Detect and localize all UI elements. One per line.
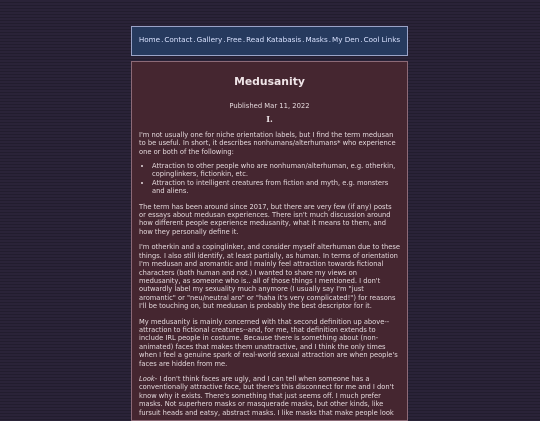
nav-separator: . [360, 35, 363, 44]
nav-my-den-link[interactable]: My Den [332, 35, 360, 44]
paragraph-identity: I'm otherkin and a copinglinker, and consider myself alterhuman due to these things. I also still identify, at least partially, as human. In terms of orientation I'm medusan and aromantic and I mainly feel attraction towards fictional characters (both human and not.) I wanted to share my views on medusanity, as someone who is.. all of those things I mentioned. I don't outwardly label my sexuality much anymore (I usually say I'm "just aromantic" or "neu/neutral aro" or "haha it's very complicated!") for reasons I'll be touching on, but medusan is probably the best descriptor for it. [139, 243, 400, 311]
page-title: Medusanity [234, 75, 305, 88]
nav-home-link[interactable]: Home [138, 35, 161, 44]
paragraph-history: The term has been around since 2017, but there are very few (if any) posts or essays about medusan experiences. There isn't much discussion around how different people experience medusanity, what it means to them, and how they personally define it. [139, 202, 392, 236]
paragraph-faces [139, 375, 400, 417]
paragraph-intro: I'm not usually one for niche orientation labels, but I find the term medusan to be useful. In short, it describes nonhumans/alterhumans* who experience one or both of the following: [139, 130, 396, 156]
nav-separator: . [223, 35, 226, 44]
article-panel [131, 61, 408, 421]
list-item: • Attraction to other people who are nonhuman/alterhuman, e.g. otherkin, copinglinkers, fictionkin, etc. [152, 162, 400, 179]
top-nav [131, 26, 408, 56]
nav-masks-link[interactable]: Masks [305, 35, 328, 44]
nav-cool-links-link[interactable]: Cool Links [363, 35, 401, 44]
nav-read-katabasis-link[interactable]: Read Katabasis [246, 35, 302, 44]
nav-gallery-link[interactable]: Gallery [196, 35, 223, 44]
nav-separator: . [242, 35, 246, 44]
section-heading: I. [266, 114, 273, 125]
emphasis-look: Look- [139, 374, 158, 383]
nav-separator: . [161, 35, 164, 44]
paragraph-definition: My medusanity is mainly concerned with that second definition up above-- attraction to fictional creatures--and, for me, that definition extends to include IRL people in costume. Because there is something about (non-animated) faces that makes them unattractive, and I think the only times when I feel a genuine spark of real-world sexual attraction are when people's faces are hidden from me. [139, 317, 398, 368]
nav-contact-link[interactable]: Contact [164, 35, 193, 44]
nav-separator: . [193, 35, 196, 44]
publish-date: Published Mar 11, 2022 [229, 102, 310, 110]
paragraph-faces-text: I don't think faces are ugly, and I can tell when someone has a conventionally attractive face, but there's this disconnect for me and I don't know why it exists. There's something that just seems off. I much prefer masks. Not superhero masks or masquerade masks, but other kinds, like fursuit heads and eatsy, abstract masks. I like masks that make people look [139, 374, 395, 417]
attraction-list [139, 162, 400, 196]
list-item: • Attraction to intelligent creatures from fiction and myth, e.g. monsters and aliens. [152, 179, 400, 196]
nav-separator: . [328, 35, 331, 44]
nav-free-link[interactable]: Free [226, 35, 242, 44]
nav-separator: . [302, 35, 305, 44]
